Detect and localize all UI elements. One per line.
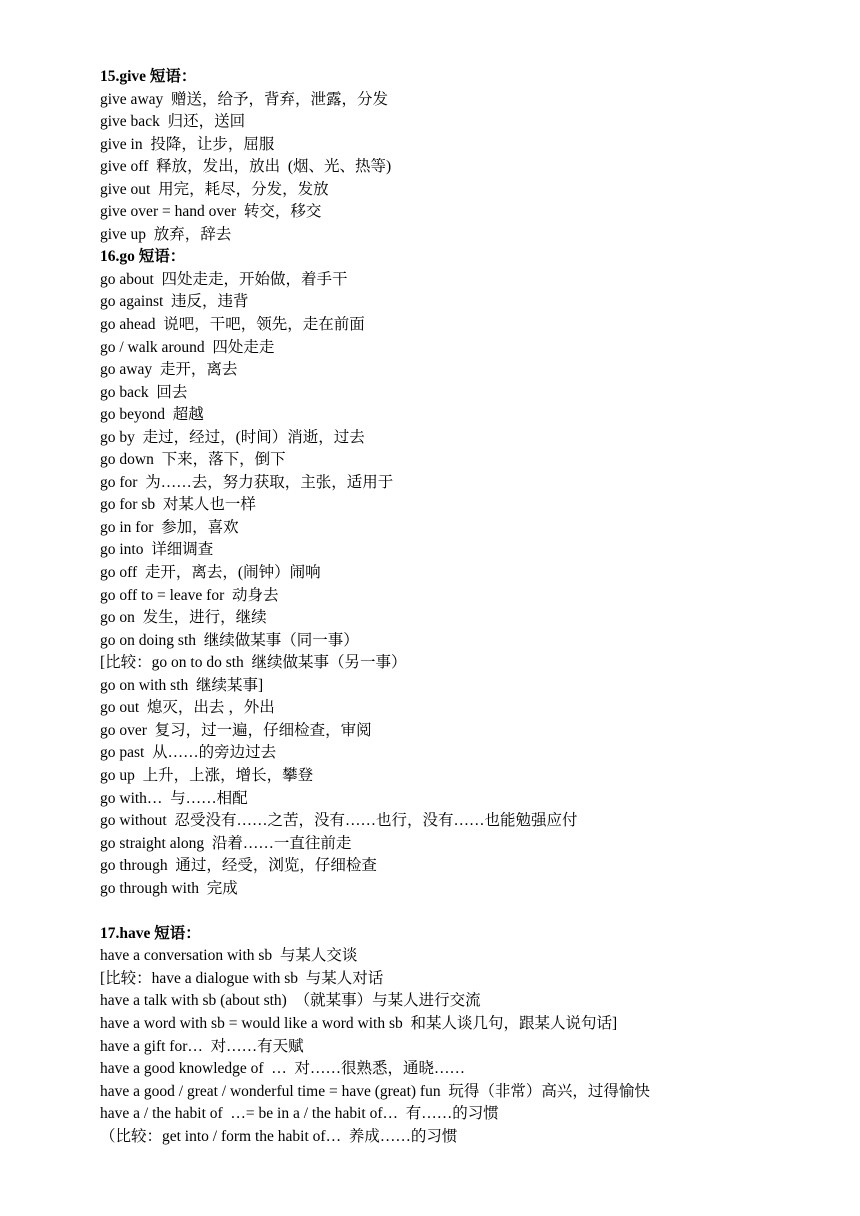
- phrase-line: go through with 完成: [100, 879, 238, 897]
- phrase-line: have a conversation with sb 与某人交谈: [100, 947, 358, 965]
- phrase-line: [比较：go on to do sth 继续做某事（另一事）: [100, 654, 407, 672]
- phrase-line: have a word with sb = would like a word with sb 和某人谈几句，跟某人说句话]: [100, 1014, 618, 1032]
- document-page: [100, 66, 840, 1148]
- phrase-line: have a talk with sb (about sth) （就某事）与某人进行交流: [100, 992, 481, 1010]
- phrase-line: go into 详细调查: [100, 541, 214, 559]
- phrase-line: give off 释放，发出，放出 (烟、光、热等): [100, 158, 392, 176]
- phrase-line: have a / the habit of …= be in a / the habit of… 有……的习惯: [100, 1105, 499, 1123]
- phrase-line: go against 违反，违背: [100, 293, 249, 311]
- phrase-line: go / walk around 四处走走: [100, 338, 275, 356]
- section-heading-have: 17.have 短语：: [100, 924, 201, 942]
- phrase-line: go by 走过，经过，(时间）消逝，过去: [100, 428, 365, 446]
- phrase-line: give over = hand over 转交，移交: [100, 203, 322, 221]
- phrase-line: go for 为……去，努力获取，主张，适用于: [100, 473, 394, 491]
- phrase-line: go in for 参加，喜欢: [100, 518, 239, 536]
- phrase-line: go out 熄灭，出去 ，外出: [100, 699, 275, 717]
- phrase-line: go back 回去: [100, 383, 188, 401]
- phrase-line: go on 发生，进行，继续: [100, 609, 267, 627]
- phrase-line: give away 赠送，给予，背弃，泄露，分发: [100, 90, 389, 108]
- phrase-line: go over 复习，过一遍，仔细检查，审阅: [100, 721, 372, 739]
- phrase-line: give in 投降，让步，屈服: [100, 135, 275, 153]
- phrase-line: go beyond 超越: [100, 406, 204, 424]
- section-heading-give: 15.give 短语：: [100, 68, 197, 85]
- phrase-line: [比较：have a dialogue with sb 与某人对话: [100, 969, 384, 987]
- phrase-line: go up 上升，上涨，增长，攀登: [100, 766, 314, 784]
- phrase-line: give up 放弃，辞去: [100, 225, 232, 243]
- phrase-line: go on doing sth 继续做某事（同一事）: [100, 631, 359, 649]
- phrase-line: go for sb 对某人也一样: [100, 496, 256, 514]
- phrase-line: go ahead 说吧，干吧，领先，走在前面: [100, 316, 365, 334]
- phrase-line: go off 走开，离去，(闹钟）闹响: [100, 564, 321, 582]
- phrase-line: go without 忍受没有……之苦，没有……也行，没有……也能勉强应付: [100, 812, 578, 830]
- phrase-line: （比较：get into / form the habit of… 养成……的习惯: [100, 1127, 458, 1145]
- phrase-line: have a gift for… 对……有天赋: [100, 1037, 304, 1055]
- blank-line: [100, 900, 840, 923]
- phrase-line: give back 归还，送回: [100, 113, 246, 131]
- phrase-line: go on with sth 继续某事]: [100, 676, 264, 694]
- phrase-line: give out 用完，耗尽，分发，发放: [100, 180, 329, 198]
- phrase-line: go about 四处走走，开始做，着手干: [100, 270, 348, 288]
- phrase-line: go through 通过，经受，浏览，仔细检查: [100, 857, 377, 875]
- phrase-line: go off to = leave for 动身去: [100, 586, 279, 604]
- section-heading-go: 16.go 短语：: [100, 248, 186, 266]
- phrase-line: have a good / great / wonderful time = have (great) fun 玩得（非常）高兴，过得愉快: [100, 1082, 650, 1100]
- phrase-line: go with… 与……相配: [100, 789, 248, 807]
- phrase-line: go down 下来，落下，倒下: [100, 451, 286, 469]
- phrase-line: go away 走开，离去: [100, 361, 238, 379]
- phrase-line: go past 从……的旁边过去: [100, 744, 277, 762]
- phrase-line: have a good knowledge of … 对……很熟悉，通晓……: [100, 1060, 466, 1078]
- phrase-line: go straight along 沿着……一直往前走: [100, 834, 352, 852]
